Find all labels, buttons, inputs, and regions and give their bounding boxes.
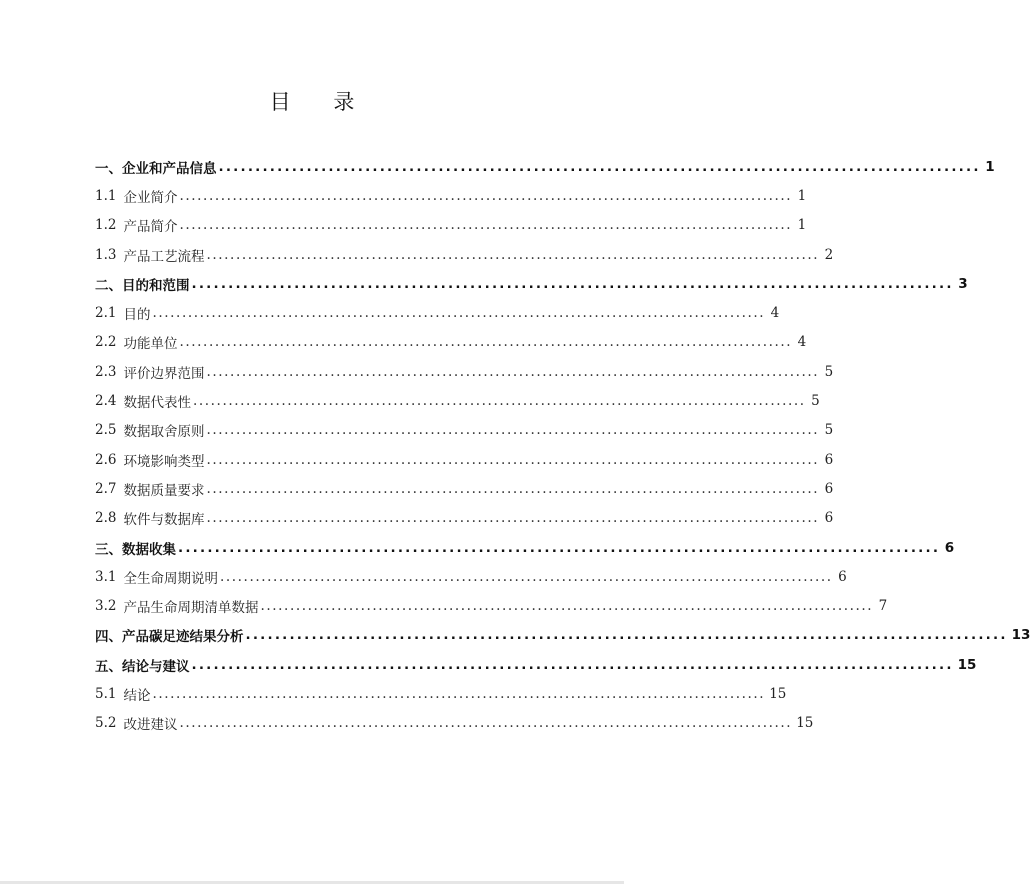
- toc-entry-number: 5.1: [95, 685, 117, 702]
- toc-entry[interactable]: [95, 562, 847, 591]
- toc-title: 目 录: [269, 90, 373, 114]
- toc-entry-title: 功能单位: [123, 336, 178, 353]
- toc-entry-page: 6: [838, 568, 847, 585]
- toc-entry-number: 2.1: [95, 305, 117, 322]
- toc-entry-page: 1: [797, 217, 807, 234]
- toc-dot-leader: ........................................................................................................: [191, 656, 954, 673]
- toc-entry-page: 15: [769, 685, 787, 702]
- toc-entry-page: 6: [944, 539, 955, 556]
- toc-entry[interactable]: [95, 386, 820, 415]
- toc-entry-number: 2.3: [95, 363, 117, 380]
- toc-entry[interactable]: [95, 474, 834, 503]
- toc-dot-leader: ........................................................................................................: [219, 568, 833, 585]
- toc-entry-title: 数据质量要求: [123, 482, 205, 499]
- toc-entry-number: 三、: [95, 541, 122, 558]
- toc-entry-number: 2.2: [95, 334, 117, 351]
- toc-entry-number: 四、: [95, 629, 122, 646]
- toc-entry-page: 13: [1011, 627, 1030, 644]
- toc-entry[interactable]: [95, 298, 780, 327]
- toc-entry-number: 2.5: [95, 422, 117, 439]
- toc-entry-number: 2.6: [95, 451, 117, 468]
- toc-entry-page: 3: [958, 275, 968, 292]
- toc-entry-title: 产品简介: [123, 219, 178, 236]
- toc-entry[interactable]: [95, 328, 807, 357]
- toc-entry-title: 产品碳足迹结果分析: [122, 629, 244, 646]
- toc-entry-title: 数据收集: [122, 541, 176, 558]
- toc-dot-leader: ........................................................................................................: [206, 246, 820, 263]
- toc-entry-page: 4: [770, 305, 780, 322]
- toc-dot-leader: ........................................................................................................: [206, 480, 820, 497]
- toc-entry-title: 企业和产品信息: [122, 160, 217, 177]
- toc-entry[interactable]: [95, 591, 888, 620]
- toc-entry-number: 2.4: [95, 393, 117, 410]
- toc-dot-leader: ........................................................................................................: [218, 158, 981, 175]
- toc-entry-title: 结论: [123, 687, 151, 704]
- toc-entry[interactable]: [95, 621, 1030, 650]
- toc-dot-leader: ........................................................................................................: [260, 598, 874, 615]
- toc-entry-number: 5.2: [95, 715, 117, 732]
- toc-entry[interactable]: [95, 445, 834, 474]
- toc-entry[interactable]: [95, 650, 977, 679]
- toc-entry-number: 1.2: [95, 217, 117, 234]
- toc-entry-page: 6: [824, 510, 834, 527]
- toc-entry-number: 3.1: [95, 568, 117, 585]
- toc-entry[interactable]: [95, 181, 807, 210]
- toc-entry-title: 数据代表性: [123, 395, 191, 412]
- toc-entry-number: 二、: [95, 277, 122, 294]
- toc-dot-leader: ........................................................................................................: [206, 363, 820, 380]
- toc-dot-leader: ........................................................................................................: [152, 685, 766, 702]
- toc-entry-number: 2.7: [95, 480, 117, 497]
- toc-entry[interactable]: [95, 679, 787, 708]
- toc-entry[interactable]: [95, 211, 807, 240]
- toc-dot-leader: ........................................................................................................: [191, 275, 954, 292]
- toc-dot-leader: ........................................................................................................: [206, 422, 820, 439]
- toc-entry-page: 1: [985, 158, 995, 175]
- toc-entry[interactable]: [95, 357, 834, 386]
- toc-dot-leader: ........................................................................................................: [179, 334, 793, 351]
- toc-dot-leader: ........................................................................................................: [179, 715, 793, 732]
- toc-entry[interactable]: [95, 240, 834, 269]
- toc-entry[interactable]: [95, 152, 995, 181]
- toc-entry-title: 产品工艺流程: [123, 248, 205, 265]
- toc-entry-number: 1.1: [95, 187, 117, 204]
- toc-dot-leader: ........................................................................................................: [206, 510, 820, 527]
- toc-entry-page: 4: [797, 334, 807, 351]
- toc-entry-page: 5: [824, 422, 834, 439]
- toc-entry-title: 评价边界范围: [123, 365, 205, 382]
- toc-entry-title: 环境影响类型: [123, 453, 205, 470]
- toc-dot-leader: ........................................................................................................: [178, 539, 941, 556]
- toc-entry-number: 2.8: [95, 510, 117, 527]
- toc-entry-title: 企业简介: [123, 189, 178, 206]
- toc-entry-page: 7: [878, 598, 888, 615]
- toc-entry-number: 一、: [95, 160, 122, 177]
- toc-entry-page: 1: [797, 187, 807, 204]
- toc-entry-page: 5: [811, 393, 820, 410]
- toc-entry-title: 结论与建议: [122, 658, 190, 675]
- toc-entry-title: 目的和范围: [122, 277, 190, 294]
- toc-entry-page: 6: [824, 480, 834, 497]
- toc-entry-page: 15: [957, 656, 977, 673]
- toc-entry-title: 目的: [123, 307, 151, 324]
- toc-entry-title: 改进建议: [123, 717, 178, 734]
- toc-dot-leader: ........................................................................................................: [192, 393, 806, 410]
- table-of-contents: [95, 152, 1030, 738]
- toc-dot-leader: ........................................................................................................: [152, 305, 766, 322]
- toc-entry[interactable]: [95, 269, 968, 298]
- toc-entry[interactable]: [95, 709, 814, 738]
- toc-entry-title: 全生命周期说明: [123, 570, 218, 587]
- toc-entry-number: 五、: [95, 658, 122, 675]
- toc-entry-title: 数据取舍原则: [123, 424, 205, 441]
- toc-entry-page: 2: [824, 246, 834, 263]
- toc-dot-leader: ........................................................................................................: [179, 217, 793, 234]
- toc-entry[interactable]: [95, 416, 834, 445]
- toc-entry-page: 6: [824, 451, 834, 468]
- toc-entry-title: 产品生命周期清单数据: [123, 600, 259, 617]
- toc-dot-leader: ........................................................................................................: [179, 187, 793, 204]
- toc-entry-page: 5: [824, 363, 834, 380]
- toc-entry[interactable]: [95, 533, 955, 562]
- toc-dot-leader: ........................................................................................................: [206, 451, 820, 468]
- toc-dot-leader: ........................................................................................................: [245, 627, 1008, 644]
- toc-entry-page: 15: [796, 715, 814, 732]
- toc-entry-number: 1.3: [95, 246, 117, 263]
- toc-entry-number: 3.2: [95, 598, 117, 615]
- toc-entry[interactable]: [95, 504, 834, 533]
- toc-entry-title: 软件与数据库: [123, 512, 205, 529]
